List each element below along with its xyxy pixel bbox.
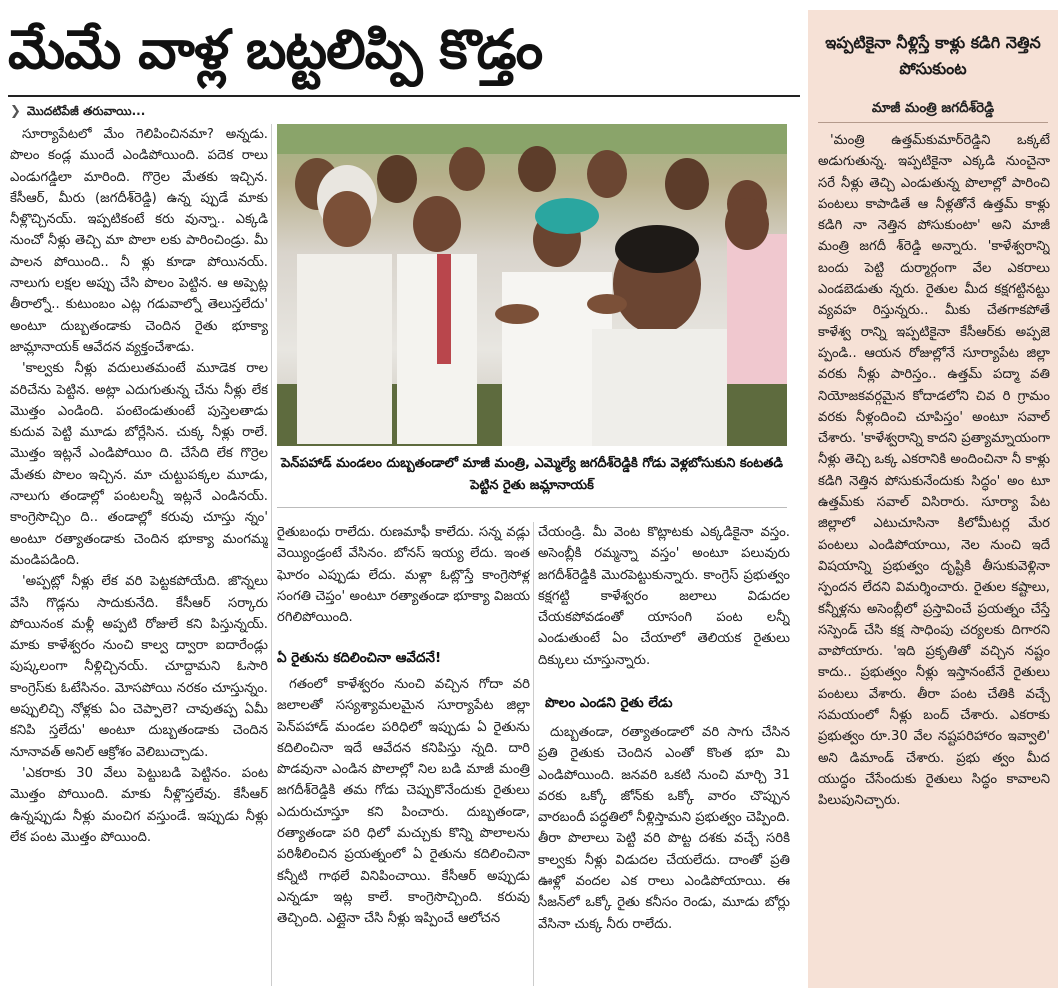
paragraph: సూర్యాపేటలో మేం గెలిపించినమా? అన్నడు. పొలం కండ్ల ముందే ఎండిపోయింది. పదెక రాలు ఎండుగడ్డిలా మారింది. గొర్రెల మేతకు ఇచ్చిన. కేసీఆర్, మీరు (జగదీశ్‌రెడ్డి) ఉన్న ప్పుడే మాకు నీళ్లొచ్చినయ్. ఇప్పటికంటే కరు వున్నా.. ఎక్కడి నుంచో నీళ్లు తెచ్చి మా పొలా లకు పారించిండ్రు. మీ పాలన పోయింది.. నీ ళ్లు కూడా పోయినయ్. నాలుగు లక్షల అప్పు చేసి పొలం పెట్టిన. ఆ అప్పెట్ల తీరాల్నో.. కుటుంబం ఎట్ల గడువాల్నో తెలుస్తలేదు' అంటూ దుబ్బతండాకు చెందిన రైతు భూక్యా జామ్లానాయక్ ఆవేదన వ్యక్తంచేశాడు. xyxy=(10,127,268,355)
paragraph: 'మంత్రి ఉత్తమ్‌కుమార్‌రెడ్డిని ఒక్కటే అడుగుతున్న. ఇప్పటికైనా ఎక్కడి నుంచైనా సరే నీళ్లు తెచ్చి ఎండుతున్న పొలాల్లో పారించి పంటలు కాపాడితే ఆ నీళ్లతోనే ఉత్తమ్ కాళ్లు కడిగి నా నెత్తిన పోసుకుంటా' అని మాజీ మంత్రి జగదీ శ్‌రెడ్డి అన్నారు. 'కాళేశ్వరాన్ని బందు పెట్టి దుర్మార్గంగా వేల ఎకరాలు ఎండబెడుతు న్నరు. రైతుల మీద కక్షగట్టినట్టు వ్యవహ రిస్తున్నరు.. మీకు చేతగాకపోతే కాళేశ్వ రాన్ని ఇప్పటికైనా కేసీఆర్‌కు అప్పజె ప్పండి.. ఆయన రోజుల్లోనే సూర్యాపేట జిల్లా వరకు నీళ్లు పారిస్తం.. ఉత్తమ్ పద్మా వతి నియోజకవర్గమైన కోదాడలోని చివ రి గ్రామం వరకు నీళ్లందించి చూపిస్తం' అంటూ సవాల్ చేశారు. 'కాళేశ్వరాన్ని కాదని ప్రత్యామ్నాయంగా నీళ్లు తెచ్చి ఒక్క ఎకరానికి అందించినా నీ కాళ్లు కడిగి నెత్తిన పోసుకునేందుకు సిద్ధం' అం టూ ఉత్తమ్‌కు సవాల్ విసిరారు. సూర్యా పేట జిల్లాలో ఎటుచూసినా కిలోమీటర్ల మేర పంటలు ఎండిపోయాయి, నెల నుంచి ఇదే విషయాన్ని ప్రభుత్వం దృష్టికి తీసుకువెళ్లినా స్పందన లేదని విమర్శించారు. రైతుల కష్టాలు, కన్నీళ్లను అసెంబ్లీలో ప్రస్తావించే ప్రయత్నం చేస్తే సస్పెండ్ చేసి కక్ష సాధింపు చర్యలకు దిగారని వాపోయారు. 'ఇది ప్రకృతితో వచ్చిన నష్టం కాదు.. ప్రభుత్వం నీళ్లు ఇస్తానంటేనే రైతులు పంటలు వేశారు. తీరా పంట చేతికి వచ్చే సమయంలో నీళ్లు బంద్ చేశారు. ఎకరాకు ప్రభుత్వం రూ.30 వేల నష్టపరిహారం ఇవ్వాలి' అని డిమాండ్ చేశారు. ప్రభు త్వం మీద యుద్ధం చేసేందుకు రైతులు సిద్ధం కావాలని పిలుపునిచ్చారు. xyxy=(818,133,1050,809)
headline: మేమే వాళ్ల బట్టలిప్పి కొడ్తం xyxy=(8,18,543,81)
chevron-right-icon: ❯ xyxy=(10,104,21,119)
column-divider xyxy=(533,522,534,986)
paragraph: గతంలో కాళేశ్వరం నుంచి వచ్చిన గోదా వరి జలాలతో సస్యశ్యామలమైన సూర్యాపేట జిల్లా పెన్‌పహాడ్ మండల పరిధిలో ఇప్పుడు ఏ రైతును కదిలించినా ఇదే ఆవేదన కనిపిస్తు న్నది. దారి పొడవునా ఎండిన పొలాల్లో నిల బడి మాజీ మంత్రి జగదీశ్‌రెడ్డికి తమ గోడు చెప్పుకొనేందుకు రైతులు ఎదురుచూస్తూ కని పించారు. దుబ్బతండా, రత్యాతండా పరి ధిలో మచ్చుకు కొన్ని పొలాలను పరిశీలించిన ప్రయత్నంలో ఏ రైతును కదిలించినా కన్నీటి గాథలే వినిపించాయి. కేసీఆర్ అప్పుడు ఎన్నడూ ఇట్ల కాలే. కాంగ్రెసొచ్చింది. కరువు తెచ్చింది. ఎట్లైనా చేసి నీళ్లు ఇప్పించే ఆలోచన xyxy=(277,677,530,927)
article-column-3-top xyxy=(538,522,790,682)
sidebar-title: ఇప్పటికైనా నీళ్లిస్తే కాళ్లు కడిగి నెత్తిన పోసుకుంట xyxy=(825,33,1041,78)
paragraph: 'కాల్వకు నీళ్లు వదులుతమంటే మూడెక రాల వరిచేను పెట్టిన. అట్లా ఎదుగుతున్న చేను నీళ్లు లేక మొత్తం ఎండింది. పంటెండుతుంటే పుస్తెలతాడు కుదువ పెట్టి మూడు బోర్లేసిన. చుక్క నీళ్లు రాలే. మొత్తం ఇట్లనే ఎండిపోయిం ది. చేసేది లేక గొర్రెల మేతకు పొలం ఇచ్చిన. మా చుట్టుపక్కల మూడు, నాలుగు తండాల్లో పంటలన్నీ ఇట్లనే ఎండినయ్. కాంగ్రెసొచ్చిం ది.. తండాల్లో కరువు చూస్తు న్నం' అంటూ రత్యాతండాకు చెందిన భూక్యా మంగమ్మ మండిపడింది. xyxy=(10,361,268,568)
paragraph: దుబ్బతండా, రత్యాతండాలో వరి సాగు చేసిన ప్రతి రైతుకు చెందిన ఎంతో కొంత భూ మి ఎండిపోయింది. జనవరి ఒకటి నుంచి మార్చి 31 వరకు ఒక్కో జోన్‌కు ఒక్కో వారం చొప్పున వారబందీ పద్ధతిలో నీళ్లిస్తామని ప్రభుత్వం చెప్పింది. తీరా పొలాలు పెట్టి వరి పొట్ట దశకు వచ్చే సరికి కాల్వకు నీళ్లు విడుదల చేయలేదు. దాంతో ప్రతి ఊళ్లో వందల ఎక రాలు ఎండిపోయాయి. ఈ సీజన్‌లో ఒక్కో రైతు కనీసం రెండు, మూడు బోర్లు వేసినా చుక్క నీరు రాలేదు. xyxy=(538,725,790,932)
news-photo xyxy=(277,124,787,446)
paragraph: చేయండ్రి. మీ వెంట కొట్లాటకు ఎక్కడికైనా వస్తం. అసెంబ్లీకి రమ్మన్నా వస్తం' అంటూ పలువురు జగదీశ్‌రెడ్డికి మొరపెట్టుకున్నారు. కాంగ్రెస్ ప్రభుత్వం కక్షగట్టి కాళేశ్వరం జలాలు విడుదల చేయకపోవడంతో యాసంగి పంట లన్నీ ఎండుతుంటే ఏం చేయాలో తెలియక రైతులు దిక్కులు చూస్తున్నారు. xyxy=(538,525,790,668)
sidebar-byline: మాజీ మంత్రి జగదీశ్‌రెడ్డి xyxy=(871,100,995,116)
article-column-2-top xyxy=(277,522,530,640)
photo-caption: పెన్‌పహాడ్ మండలం దుబ్బతండాలో మాజీ మంత్రి, ఎమ్మెల్యే జగదీశ్‌రెడ్డికి గోడు వెళ్లబోసుకుని కంటతడి పెట్టిన రైతు జమ్లానాయక్ xyxy=(280,456,784,493)
article-column-2-bottom xyxy=(277,674,530,986)
article-column-3-bottom xyxy=(538,722,790,986)
headline-rule xyxy=(8,95,800,97)
subheading-1: ఏ రైతును కదిలించినా ఆవేదనే! xyxy=(277,650,442,666)
subheading-2: పొలం ఎండని రైతు లేడు xyxy=(545,695,673,711)
article-column-1 xyxy=(10,124,268,986)
caption-rule xyxy=(277,507,787,508)
kicker-text: మొదటిపేజీ తరువాయి... xyxy=(26,104,146,118)
sidebar-rule xyxy=(818,122,1048,123)
sidebar-body xyxy=(818,130,1050,986)
paragraph: 'అప్పట్లో నీళ్లు లేక వరి పెట్టకపోయేది. జొన్నలు వేసి గొడ్లను సాదుకునేది. కేసీఆర్ సర్కారు పోయినంక మళ్లీ అప్పటి రోజులే కని పిస్తున్నయ్. మాకు కాళేశ్వరం నుంచి కాల్వ ద్వారా ఐదారేండ్లు పుష్కలంగా నీళ్లిచ్చినయ్. చూద్దామని ఓసారి కాంగ్రెస్‌కు ఓటేసినం. మోసపోయి నరకం చూస్తున్నం. అప్పులిచ్చి నోళ్లకు ఏం చెప్పాలె? చావుతప్ప ఏమీ కనిపి స్తలేదు' అంటూ దుబ్బతండాకు చెందిన నూనావత్ అనిల్ ఆక్రోశం వెలిబుచ్చాడు. xyxy=(10,574,268,760)
paragraph: రైతుబంధు రాలేదు. రుణమాఫీ కాలేదు. సన్న వడ్లు వెయ్యిండ్రంటే వేసినం. బోనస్ ఇయ్య లేదు. ఇంత ఘోరం ఎప్పుడు లేదు. మళ్లా ఓట్లొస్తే కాంగ్రెసోళ్ల సంగతి చెప్తం' అంటూ రత్యాతండా భూక్యా విజయ రగిలిపోయింది. xyxy=(277,525,530,626)
continued-kicker xyxy=(10,104,145,121)
column-divider xyxy=(271,124,272,986)
paragraph: 'ఎకరాకు 30 వేలు పెట్టుబడి పెట్టినం. పంట మొత్తం పోయింది. మాకు నీళ్లొస్తలేవు. కేసీఆర్ ఉన్నప్పుడు నీళ్లు మంచిగ వస్తుండే. ఇప్పుడు నీళ్లు లేక పంట మొత్తం పోయింది. xyxy=(10,765,268,845)
farmers-crowd-illustration xyxy=(277,124,787,446)
